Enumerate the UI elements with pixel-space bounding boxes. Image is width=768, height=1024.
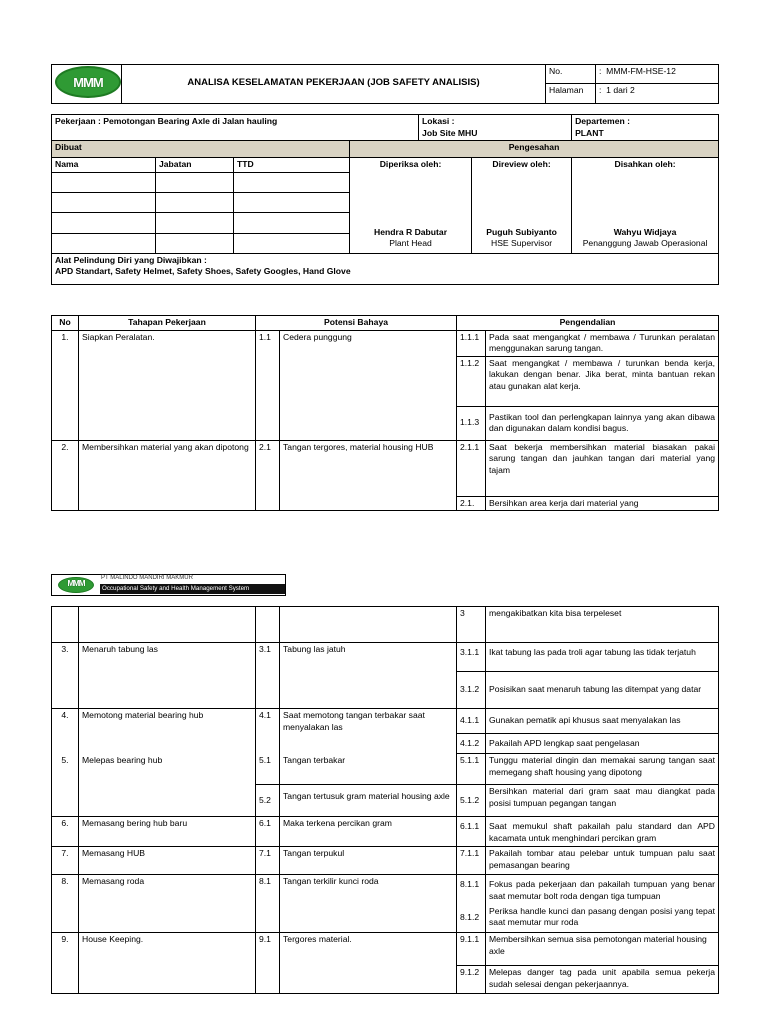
col-ttd: TTD xyxy=(234,158,350,173)
header-pengendalian: Pengendalian xyxy=(457,316,719,331)
control-text: Pakailah tombar atau pelebar untuk tumpuan palu saat pemasangan bearing xyxy=(486,847,719,875)
jabatan-cell xyxy=(156,192,234,212)
hazard-text: Maka terkena percikan gram xyxy=(280,817,457,847)
departemen-field: Departemen : PLANT xyxy=(572,115,719,141)
document-header xyxy=(51,64,719,104)
control-no: 6.1.1 xyxy=(457,817,486,847)
hazard-no xyxy=(256,607,280,643)
hazard-text: Tangan tertusuk gram material housing axle xyxy=(280,785,457,817)
control-no: 3 xyxy=(457,607,486,643)
step-text xyxy=(79,607,256,643)
company-logo xyxy=(52,65,122,104)
control-no: 5.1.1 xyxy=(457,754,486,785)
header-no: No xyxy=(52,316,79,331)
row-no: 4. xyxy=(52,709,79,754)
row-no: 3. xyxy=(52,643,79,709)
row-no: 6. xyxy=(52,817,79,847)
hazard-text xyxy=(280,607,457,643)
page-number: : 1 dari 2 xyxy=(596,84,719,103)
page2-header xyxy=(51,574,286,596)
ttd-cell xyxy=(234,192,350,212)
hazard-text: Tangan terpukul xyxy=(280,847,457,875)
control-no: 5.1.2 xyxy=(457,785,486,817)
direview-name: Puguh Subiyanto xyxy=(486,226,557,237)
diperiksa-cell: Diperiksa oleh: Hendra R Dabutar Plant Head xyxy=(350,158,472,254)
pekerjaan-field: Pekerjaan : Pemotongan Bearing Axle di Jalan hauling xyxy=(52,115,419,141)
hazard-no: 5.1 xyxy=(256,754,280,785)
step-text: Memasang roda xyxy=(79,875,256,933)
company-name: PT MALINDO MANDIRI MAKMUR xyxy=(101,575,193,581)
jabatan-cell xyxy=(156,172,234,192)
control-text: Bersihkan material dari gram saat mau diangkat pada posisi tumpuan pegangan tangan xyxy=(486,785,719,817)
control-no: 8.1.2 xyxy=(457,905,486,933)
row-no: 1. xyxy=(52,330,79,440)
control-text: Membersihkan semua sisa pemotongan material housing axle xyxy=(486,933,719,966)
diperiksa-name: Hendra R Dabutar xyxy=(373,226,448,237)
hazard-no: 3.1 xyxy=(256,643,280,709)
nama-cell xyxy=(52,212,156,233)
jabatan-cell xyxy=(156,212,234,233)
control-no: 8.1.1 xyxy=(457,875,486,905)
col-jabatan: Jabatan xyxy=(156,158,234,173)
control-text: Posisikan saat menaruh tabung las ditempat yang datar xyxy=(486,672,719,709)
info-block xyxy=(51,114,719,285)
jsa-table-page1 xyxy=(51,315,719,511)
control-no: 4.1.1 xyxy=(457,709,486,734)
control-text: Saat bekerja membersihkan material biasakan pakai sarung tangan dan jauhkan tangan dari material yang tajam xyxy=(486,440,719,496)
hazard-no: 5.2 xyxy=(256,785,280,817)
control-no: 9.1.2 xyxy=(457,966,486,994)
step-text: Menaruh tabung las xyxy=(79,643,256,709)
control-no: 2.1.1 xyxy=(457,440,486,496)
nama-cell xyxy=(52,172,156,192)
control-no: 2.1. xyxy=(457,496,486,511)
disahkan-title: Penanggung Jawab Operasional xyxy=(582,238,708,249)
management-system: Occupational Safety and Health Management System xyxy=(100,584,285,594)
control-text: Periksa handle kunci dan pasang dengan posisi yang tepat saat memutar mur roda xyxy=(486,905,719,933)
control-no: 1.1.3 xyxy=(457,406,486,440)
control-text: Fokus pada pekerjaan dan pakailah tumpuan yang benar saat memutar bolt roda dengan tiga tumpuan xyxy=(486,875,719,905)
page-label: Halaman xyxy=(546,84,596,103)
hazard-no: 2.1 xyxy=(256,440,280,511)
control-text: mengakibatkan kita bisa terpeleset xyxy=(486,607,719,643)
control-no: 3.1.1 xyxy=(457,643,486,672)
hazard-text: Tangan terkilir kunci roda xyxy=(280,875,457,933)
doc-number-label: No. xyxy=(546,65,596,84)
control-text: Saat mengangkat / membawa / turunkan benda kerja, lakukan dengan benar. Jika berat, minta bantuan rekan atau gunakan alat kerja. xyxy=(486,356,719,406)
hazard-no: 8.1 xyxy=(256,875,280,933)
control-text: Pada saat mengangkat / membawa / Turunkan peralatan menggunakan sarung tangan. xyxy=(486,330,719,356)
ttd-cell xyxy=(234,172,350,192)
logo-text: MMM xyxy=(73,75,103,90)
hazard-text: Saat memotong tangan terbakar saat menyalakan las xyxy=(280,709,457,754)
control-text: Tunggu material dingin dan memakai sarung tangan saat memegang shaft housing yang dipotong xyxy=(486,754,719,785)
control-no: 1.1.1 xyxy=(457,330,486,356)
ttd-cell xyxy=(234,233,350,253)
control-text: Pastikan tool dan perlengkapan lainnya yang akan dibawa dan digunakan dalam kondisi bagus. xyxy=(486,406,719,440)
step-text: Memasang HUB xyxy=(79,847,256,875)
jsa-table-page2 xyxy=(51,606,719,994)
hazard-text: Tabung las jatuh xyxy=(280,643,457,709)
row-no: 2. xyxy=(52,440,79,511)
control-no: 7.1.1 xyxy=(457,847,486,875)
step-text: Siapkan Peralatan. xyxy=(79,330,256,440)
company-logo-small: MMM xyxy=(58,577,94,595)
row-no: 8. xyxy=(52,875,79,933)
hazard-text: Tangan tergores, material housing HUB xyxy=(280,440,457,511)
disahkan-cell: Disahkan oleh: Wahyu Widjaya Penanggung Jawab Operasional xyxy=(572,158,719,254)
jabatan-cell xyxy=(156,233,234,253)
header-tahapan: Tahapan Pekerjaan xyxy=(79,316,256,331)
nama-cell xyxy=(52,192,156,212)
hazard-no: 7.1 xyxy=(256,847,280,875)
row-no: 5. xyxy=(52,754,79,817)
control-no: 4.1.2 xyxy=(457,734,486,754)
direview-cell: Direview oleh: Puguh Subiyanto HSE Supervisor xyxy=(472,158,572,254)
control-text: Bersihkan area kerja dari material yang xyxy=(486,496,719,511)
hazard-text: Cedera punggung xyxy=(280,330,457,440)
direview-title: HSE Supervisor xyxy=(490,238,553,249)
step-text: Memasang bering hub baru xyxy=(79,817,256,847)
control-text: Pakailah APD lengkap saat pengelasan xyxy=(486,734,719,754)
disahkan-name: Wahyu Widjaya xyxy=(613,226,677,237)
hazard-text: Tangan terbakar xyxy=(280,754,457,785)
hazard-text: Tergores material. xyxy=(280,933,457,994)
lokasi-field: Lokasi : Job Site MHU xyxy=(419,115,572,141)
row-no xyxy=(52,607,79,643)
ttd-cell xyxy=(234,212,350,233)
hazard-no: 9.1 xyxy=(256,933,280,994)
control-text: Saat memukul shaft pakailah palu standard dan APD kacamata untuk menghindari percikan gram xyxy=(486,817,719,847)
diperiksa-title: Plant Head xyxy=(389,238,432,249)
apd-field: Alat Pelindung Diri yang Diwajibkan : APD Standart, Safety Helmet, Safety Shoes, Safety Googles, Hand Glove xyxy=(52,253,719,284)
step-text: House Keeping. xyxy=(79,933,256,994)
control-no: 1.1.2 xyxy=(457,356,486,406)
control-text: Gunakan pematik api khusus saat menyalakan las xyxy=(486,709,719,734)
nama-cell xyxy=(52,233,156,253)
dibuat-heading: Dibuat xyxy=(52,141,350,158)
step-text: Membersihkan material yang akan dipotong xyxy=(79,440,256,511)
row-no: 7. xyxy=(52,847,79,875)
hazard-no: 4.1 xyxy=(256,709,280,754)
pengesahan-heading: Pengesahan xyxy=(350,141,719,158)
step-text: Memotong material bearing hub xyxy=(79,709,256,754)
row-no: 9. xyxy=(52,933,79,994)
control-text: Melepas danger tag pada unit apabila semua pekerja sudah selesai dengan pekerjaannya. xyxy=(486,966,719,994)
step-text: Melepas bearing hub xyxy=(79,754,256,817)
header-potensi: Potensi Bahaya xyxy=(256,316,457,331)
control-text: Ikat tabung las pada troli agar tabung las tidak terjatuh xyxy=(486,643,719,672)
doc-number: : MMM-FM-HSE-12 xyxy=(596,65,719,84)
col-nama: Nama xyxy=(52,158,156,173)
control-no: 3.1.2 xyxy=(457,672,486,709)
hazard-no: 1.1 xyxy=(256,330,280,440)
control-no: 9.1.1 xyxy=(457,933,486,966)
hazard-no: 6.1 xyxy=(256,817,280,847)
document-title: ANALISA KESELAMATAN PEKERJAAN (JOB SAFETY ANALISIS) xyxy=(122,65,546,104)
